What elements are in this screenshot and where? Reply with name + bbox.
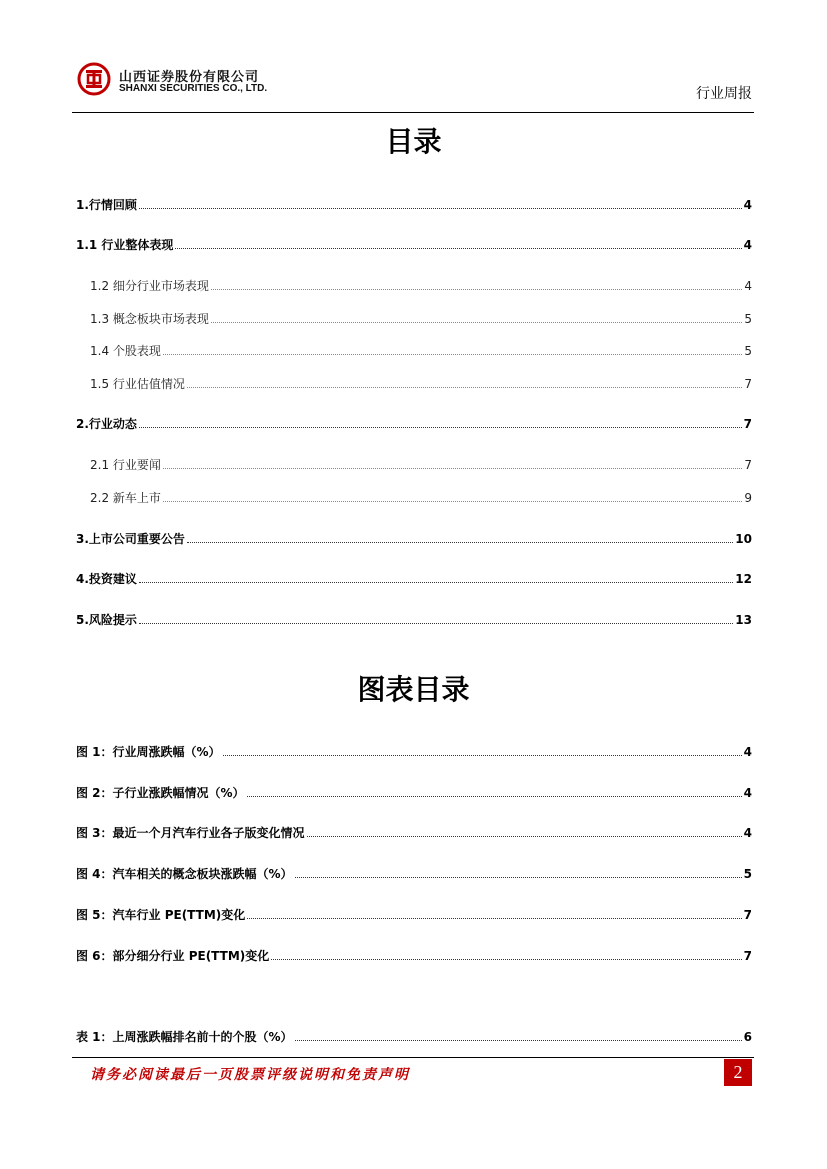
toc-entry-label: 2.行业动态 xyxy=(76,417,137,431)
toc-subentry[interactable] xyxy=(90,375,752,393)
toc-entry-label: 2.2 新车上市 xyxy=(90,491,161,505)
toc-entry-label: 3.上市公司重要公告 xyxy=(76,532,185,546)
figure-entry-page: 5 xyxy=(743,867,752,881)
toc-entry-page: 7 xyxy=(744,458,752,472)
toc-entry[interactable] xyxy=(76,236,752,254)
toc-entry-label: 5.风险提示 xyxy=(76,613,137,627)
dot-leader xyxy=(223,743,742,756)
table-entry[interactable] xyxy=(76,1028,752,1046)
header-divider xyxy=(72,112,754,113)
toc-subentry[interactable] xyxy=(90,342,752,360)
toc-entry-label: 1.4 个股表现 xyxy=(90,344,161,358)
table-entry-label: 表 1：上周涨跌幅排名前十的个股（%） xyxy=(76,1030,293,1044)
dot-leader xyxy=(211,310,742,323)
dot-leader xyxy=(139,570,733,583)
figure-entry[interactable] xyxy=(76,824,752,842)
dot-leader xyxy=(187,530,733,543)
dot-leader xyxy=(163,342,742,355)
toc-entry-page: 4 xyxy=(743,198,752,212)
toc-entry[interactable] xyxy=(76,530,752,548)
toc-subentry[interactable] xyxy=(90,277,752,295)
toc-entry-label: 2.1 行业要闻 xyxy=(90,458,161,472)
toc-entry-page: 12 xyxy=(735,572,752,586)
figure-entry[interactable] xyxy=(76,743,752,761)
toc-entry-page: 9 xyxy=(744,491,752,505)
toc-entry-page: 7 xyxy=(744,377,752,391)
toc-entry-label: 1.2 细分行业市场表现 xyxy=(90,279,209,293)
toc-title: 目录 xyxy=(385,125,442,158)
toc-entry-page: 10 xyxy=(735,532,752,546)
dot-leader xyxy=(139,415,742,428)
toc-entry-page: 4 xyxy=(743,238,752,252)
toc-entry-label: 4.投资建议 xyxy=(76,572,137,586)
dot-leader xyxy=(163,456,742,469)
toc-entry[interactable] xyxy=(76,611,752,629)
toc-entry-label: 1.1 行业整体表现 xyxy=(76,238,174,252)
figure-list-title: 图表目录 xyxy=(357,673,470,706)
dot-leader xyxy=(175,236,741,249)
figure-entry-label: 图 2：子行业涨跌幅情况（%） xyxy=(76,786,245,800)
dot-leader xyxy=(163,489,742,502)
toc-entry[interactable] xyxy=(76,196,752,214)
page-number-badge: 2 xyxy=(724,1059,752,1086)
figure-entry-label: 图 5：汽车行业 PE(TTM)变化 xyxy=(76,908,246,922)
dot-leader xyxy=(139,196,742,209)
figure-entry-label: 图 4：汽车相关的概念板块涨跌幅（%） xyxy=(76,867,293,881)
toc-entry-label: 1.5 行业估值情况 xyxy=(90,377,185,391)
figure-entry-page: 4 xyxy=(743,745,752,759)
company-logo-icon xyxy=(77,62,111,96)
toc-subentry[interactable] xyxy=(90,310,752,328)
dot-leader xyxy=(271,947,741,960)
report-type-label: 行业周报 xyxy=(696,86,752,102)
table-entry-page: 6 xyxy=(743,1030,752,1044)
figure-entry-label: 图 6：部分细分行业 PE(TTM)变化 xyxy=(76,949,270,963)
toc-entry-label: 1.行情回顾 xyxy=(76,198,137,212)
dot-leader xyxy=(247,906,741,919)
footer-divider xyxy=(72,1057,754,1058)
dot-leader xyxy=(187,375,742,388)
figure-entry[interactable] xyxy=(76,784,752,802)
figure-entry[interactable] xyxy=(76,865,752,883)
toc-subentry[interactable] xyxy=(90,456,752,474)
disclaimer-text: 请务必阅读最后一页股票评级说明和免责声明 xyxy=(90,1067,410,1083)
dot-leader xyxy=(211,277,742,290)
dot-leader xyxy=(295,1028,742,1041)
dot-leader xyxy=(295,865,742,878)
figure-entry-label: 图 3：最近一个月汽车行业各子版变化情况 xyxy=(76,826,305,840)
company-name-en: SHANXI SECURITIES CO., LTD. xyxy=(119,83,268,94)
figure-entry-page: 7 xyxy=(743,949,752,963)
figure-entry-label: 图 1：行业周涨跌幅（%） xyxy=(76,745,221,759)
toc-entry[interactable] xyxy=(76,415,752,433)
toc-entry-label: 1.3 概念板块市场表现 xyxy=(90,312,209,326)
toc-entry-page: 5 xyxy=(744,344,752,358)
figure-entry-page: 7 xyxy=(743,908,752,922)
toc-entry-page: 4 xyxy=(744,279,752,293)
page-header xyxy=(72,58,754,113)
dot-leader xyxy=(307,824,742,837)
company-name-cn: 山西证券股份有限公司 xyxy=(119,70,260,85)
toc-subentry[interactable] xyxy=(90,489,752,507)
dot-leader xyxy=(247,784,742,797)
toc-entry-page: 5 xyxy=(744,312,752,326)
figure-entry-page: 4 xyxy=(743,786,752,800)
toc-entry-page: 13 xyxy=(735,613,752,627)
dot-leader xyxy=(139,611,733,624)
figure-entry[interactable] xyxy=(76,906,752,924)
figure-entry-page: 4 xyxy=(743,826,752,840)
toc-entry-page: 7 xyxy=(743,417,752,431)
figure-entry[interactable] xyxy=(76,947,752,965)
toc-entry[interactable] xyxy=(76,570,752,588)
